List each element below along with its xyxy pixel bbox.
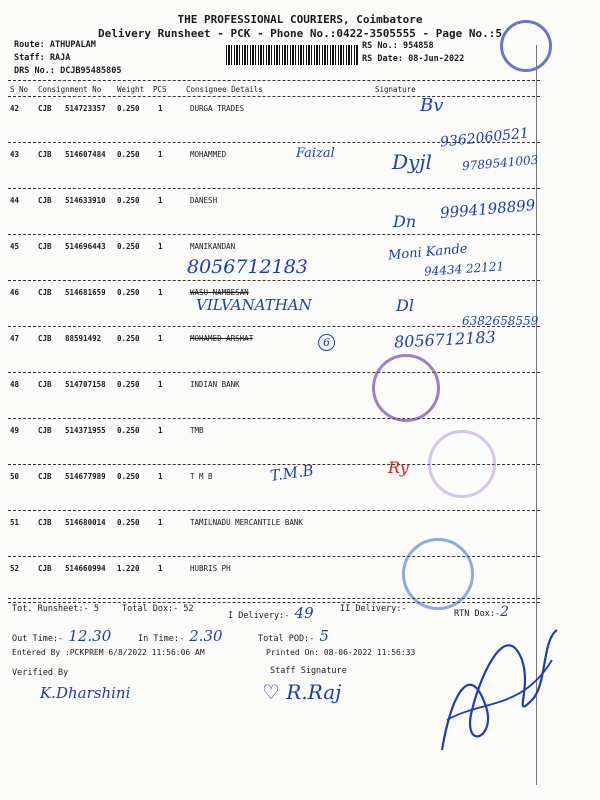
staff-signature-mark: ♡ R.Raj bbox=[262, 680, 342, 704]
row-sno: 47 bbox=[10, 334, 20, 343]
row-weight: 0.250 bbox=[117, 288, 140, 297]
row-consignment-prefix: CJB bbox=[38, 104, 52, 113]
row-consignment-number: 514677989 bbox=[65, 472, 106, 481]
row-pcs: 1 bbox=[158, 426, 163, 435]
row-sno: 52 bbox=[10, 564, 20, 573]
hw-r42-phone: 9362060521 bbox=[439, 125, 530, 151]
row-consignment-prefix: CJB bbox=[38, 564, 52, 573]
row-consignee: T M B bbox=[190, 472, 213, 481]
hw-r43-name: Faizal bbox=[296, 146, 335, 161]
staff-label: Staff: bbox=[14, 53, 45, 63]
row-divider bbox=[8, 326, 540, 327]
row-weight: 0.250 bbox=[117, 104, 140, 113]
hw-r47-circle: 6 bbox=[318, 334, 335, 351]
row-sno: 50 bbox=[10, 472, 20, 481]
ii-delivery: II Delivery:- bbox=[340, 604, 407, 614]
col-consignee: Consignee Details bbox=[186, 85, 263, 94]
hw-r45-name: Moni Kande bbox=[387, 241, 469, 264]
hw-r43-sign: Dyjl bbox=[392, 150, 432, 174]
row-divider bbox=[8, 280, 540, 281]
company-stamp bbox=[372, 354, 440, 422]
table-header-rule bbox=[8, 96, 540, 97]
hw-r46-name: VILVANATHAN bbox=[196, 296, 312, 314]
row-divider bbox=[8, 418, 540, 419]
drs-label: DRS No.: bbox=[14, 66, 55, 76]
row-consignment-prefix: CJB bbox=[38, 518, 52, 527]
authorised-signature bbox=[432, 600, 562, 770]
row-consignment-number: 514707158 bbox=[65, 380, 106, 389]
row-pcs: 1 bbox=[158, 518, 163, 527]
row-weight: 1.220 bbox=[117, 564, 140, 573]
col-signature: Signature bbox=[375, 85, 416, 94]
route-value: ATHUPALAM bbox=[49, 40, 96, 50]
row-pcs: 1 bbox=[158, 196, 163, 205]
verified-signature: K.Dharshini bbox=[40, 684, 131, 702]
col-pcs: PCS bbox=[153, 85, 167, 94]
row-consignment-prefix: CJB bbox=[38, 288, 52, 297]
row-weight: 0.250 bbox=[117, 426, 140, 435]
row-consignee: TAMILNADU MERCANTILE BANK bbox=[190, 518, 303, 527]
i-delivery-value: 49 bbox=[294, 604, 314, 622]
row-sno: 51 bbox=[10, 518, 20, 527]
col-sno: S No bbox=[10, 85, 29, 94]
corner-stamp bbox=[500, 20, 552, 72]
row-divider bbox=[8, 372, 540, 373]
in-time-label: In Time:- bbox=[138, 634, 185, 644]
hw-r46-phone: 6382658559 bbox=[462, 314, 539, 328]
row-consignee: DURGA TRADES bbox=[190, 104, 245, 113]
row-consignment-number: 514680014 bbox=[65, 518, 106, 527]
staff-signature: Staff Signature bbox=[270, 666, 347, 676]
row-consignment-prefix: CJB bbox=[38, 196, 52, 205]
printed-on: Printed On: 08-06-2022 11:56:33 bbox=[266, 648, 416, 657]
row-pcs: 1 bbox=[158, 334, 163, 343]
row-pcs: 1 bbox=[158, 380, 163, 389]
row-pcs: 1 bbox=[158, 472, 163, 481]
i-delivery-label: I Delivery:- bbox=[228, 611, 290, 621]
hw-r47-phone: 8056712183 bbox=[393, 327, 497, 352]
row-consignment-prefix: CJB bbox=[38, 334, 52, 343]
drs-line bbox=[14, 66, 122, 76]
row-consignee: WASU NAMBESAN bbox=[190, 288, 249, 297]
tot-runsheet: Tot. Runsheet:- 5 bbox=[12, 604, 99, 614]
row-consignee: HUBRIS PH bbox=[190, 564, 231, 573]
footer-rule bbox=[8, 598, 540, 599]
table-top-rule bbox=[8, 80, 540, 81]
rtn-dox-label: RTN Dox:- bbox=[454, 609, 501, 619]
row-pcs: 1 bbox=[158, 242, 163, 251]
i-delivery bbox=[228, 604, 314, 622]
rs-date-line bbox=[362, 54, 464, 64]
hw-r44-sign: Dn bbox=[393, 212, 417, 231]
row-consignee: INDIAN BANK bbox=[190, 380, 240, 389]
row-consignment-number: 514371955 bbox=[65, 426, 106, 435]
out-time-value: 12.30 bbox=[68, 627, 112, 645]
row-consignment-number: 514681659 bbox=[65, 288, 106, 297]
row-divider bbox=[8, 510, 540, 511]
entered-by: Entered By :PCKPREM 6/8/2022 11:56:06 AM bbox=[12, 648, 205, 657]
row-weight: 0.250 bbox=[117, 196, 140, 205]
row-consignee: DANESH bbox=[190, 196, 218, 205]
row-pcs: 1 bbox=[158, 564, 163, 573]
in-time-value: 2.30 bbox=[189, 627, 223, 645]
row-sno: 46 bbox=[10, 288, 20, 297]
row-consignee: TMB bbox=[190, 426, 204, 435]
row-sno: 43 bbox=[10, 150, 20, 159]
row-consignment-prefix: CJB bbox=[38, 242, 52, 251]
staff-line bbox=[14, 53, 70, 63]
hw-r44-phone: 9994198899 bbox=[439, 195, 537, 223]
rs-no-value: 954858 bbox=[402, 41, 434, 51]
row-consignment-number: 88591492 bbox=[65, 334, 102, 343]
row-pcs: 1 bbox=[158, 104, 163, 113]
hw-r42-sign: Bv bbox=[420, 95, 444, 116]
row-weight: 0.250 bbox=[117, 380, 140, 389]
route-line bbox=[14, 40, 96, 50]
row-consignment-number: 514660994 bbox=[65, 564, 106, 573]
row-sno: 45 bbox=[10, 242, 20, 251]
total-pod bbox=[258, 627, 329, 645]
row-sno: 49 bbox=[10, 426, 20, 435]
faded-stamp bbox=[428, 430, 496, 498]
row-consignment-number: 514696443 bbox=[65, 242, 106, 251]
row-sno: 48 bbox=[10, 380, 20, 389]
total-pod-label: Total POD:- bbox=[258, 634, 315, 644]
hw-r45-phone: 8056712183 bbox=[187, 256, 308, 278]
total-dox: Total Dox:- 52 bbox=[122, 604, 194, 614]
runsheet-title: Delivery Runsheet - PCK - Phone No.:0422-3505555 - Page No.:5 bbox=[98, 27, 502, 40]
hw-r50-tmb: T.M.B bbox=[268, 461, 315, 485]
row-pcs: 1 bbox=[158, 150, 163, 159]
rs-no-label: RS No.: bbox=[362, 41, 398, 51]
row-consignment-prefix: CJB bbox=[38, 426, 52, 435]
hw-r50-sign: Ry bbox=[388, 458, 409, 477]
hw-r46-sign: Dl bbox=[396, 296, 414, 315]
rtn-dox-value: 2 bbox=[500, 604, 509, 620]
rs-date-value: 08-Jun-2022 bbox=[408, 54, 465, 64]
col-consignment: Consignment No bbox=[38, 85, 102, 94]
hw-r43-phone: 9789541003 bbox=[461, 152, 539, 174]
verified-by: Verified By bbox=[12, 668, 69, 678]
drs-value: DCJB95485805 bbox=[60, 66, 122, 76]
row-consignment-prefix: CJB bbox=[38, 150, 52, 159]
out-time-label: Out Time:- bbox=[12, 634, 64, 644]
rs-date-label: RS Date: bbox=[362, 54, 403, 64]
row-consignment-number: 514607484 bbox=[65, 150, 106, 159]
row-weight: 0.250 bbox=[117, 472, 140, 481]
barcode bbox=[226, 45, 358, 65]
in-time bbox=[138, 627, 223, 645]
staff-value: RAJA bbox=[49, 53, 71, 63]
row-consignee: MOHAMED ARSHAT bbox=[190, 334, 254, 343]
row-consignment-prefix: CJB bbox=[38, 472, 52, 481]
row-sno: 44 bbox=[10, 196, 20, 205]
row-consignee: MANIKANDAN bbox=[190, 242, 236, 251]
col-weight: Weight bbox=[117, 85, 145, 94]
row-weight: 0.250 bbox=[117, 518, 140, 527]
hw-r45-phone2: 94434 22121 bbox=[423, 259, 505, 279]
row-weight: 0.250 bbox=[117, 150, 140, 159]
route-label: Route: bbox=[14, 40, 45, 50]
row-weight: 0.250 bbox=[117, 242, 140, 251]
row-sno: 42 bbox=[10, 104, 20, 113]
row-consignee: MOHAMMED bbox=[190, 150, 227, 159]
total-pod-value: 5 bbox=[319, 627, 329, 645]
row-consignment-number: 514723357 bbox=[65, 104, 106, 113]
out-time bbox=[12, 627, 111, 645]
rs-no-line bbox=[362, 41, 434, 51]
row-consignment-number: 514633910 bbox=[65, 196, 106, 205]
company-title: THE PROFESSIONAL COURIERS, Coimbatore bbox=[177, 13, 423, 26]
row-weight: 0.250 bbox=[117, 334, 140, 343]
row-consignment-prefix: CJB bbox=[38, 380, 52, 389]
row-divider bbox=[8, 234, 540, 235]
row-pcs: 1 bbox=[158, 288, 163, 297]
row-divider bbox=[8, 188, 540, 189]
